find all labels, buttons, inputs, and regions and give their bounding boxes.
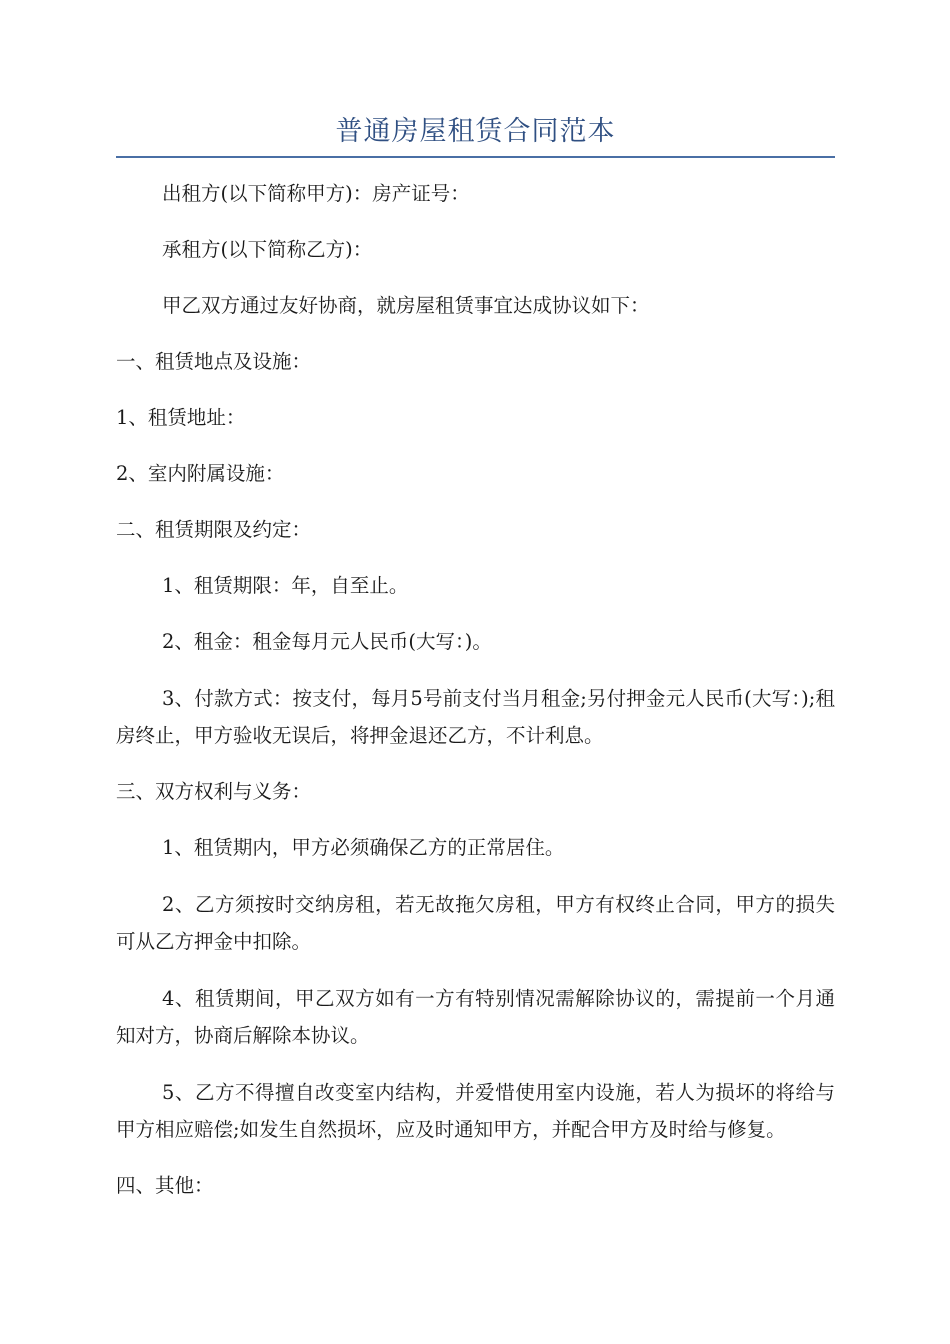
item-address: 1、租赁地址： — [116, 406, 246, 429]
item-landlord-duty: 1、租赁期内，甲方必须确保乙方的正常居住。 — [162, 836, 565, 859]
item-facilities: 2、室内附属设施： — [116, 462, 285, 485]
section-1-heading: 一、租赁地点及设施： — [116, 350, 312, 373]
lessee-line: 承租方(以下简称乙方)： — [162, 238, 373, 261]
item-lease-term: 1、租赁期限：年，自至止。 — [162, 574, 409, 597]
item-tenant-rent: 2、乙方须按时交纳房租，若无故拖欠房租，甲方有权终止合同，甲方的损失可从乙方押金中扣除。 — [116, 893, 835, 953]
document-title: 普通房屋租赁合同范本 — [335, 116, 616, 147]
item-termination: 4、租赁期间，甲乙双方如有一方有特别情况需解除协议的，需提前一个月通知对方，协商后解除本协议。 — [116, 987, 835, 1047]
document-body — [116, 176, 835, 1204]
item-rent: 2、租金：租金每月元人民币(大写：)。 — [162, 630, 492, 653]
section-3-heading: 三、双方权利与义务： — [116, 780, 312, 803]
item-payment: 3、付款方式：按支付，每月5号前支付当月租金;另付押金元人民币(大写：);租房终止，甲方验收无误后，将押金退还乙方，不计利息。 — [116, 687, 835, 747]
section-4-heading: 四、其他： — [116, 1174, 214, 1197]
section-2-heading: 二、租赁期限及约定： — [116, 518, 312, 541]
lessor-line: 出租方(以下简称甲方)：房产证号： — [162, 182, 470, 205]
title-block — [116, 112, 835, 158]
agreement-intro: 甲乙双方通过友好协商，就房屋租赁事宜达成协议如下： — [162, 294, 650, 317]
item-structure: 5、乙方不得擅自改变室内结构，并爱惜使用室内设施，若人为损坏的将给与甲方相应赔偿;如发生自然损坏，应及时通知甲方，并配合甲方及时给与修复。 — [116, 1081, 835, 1141]
